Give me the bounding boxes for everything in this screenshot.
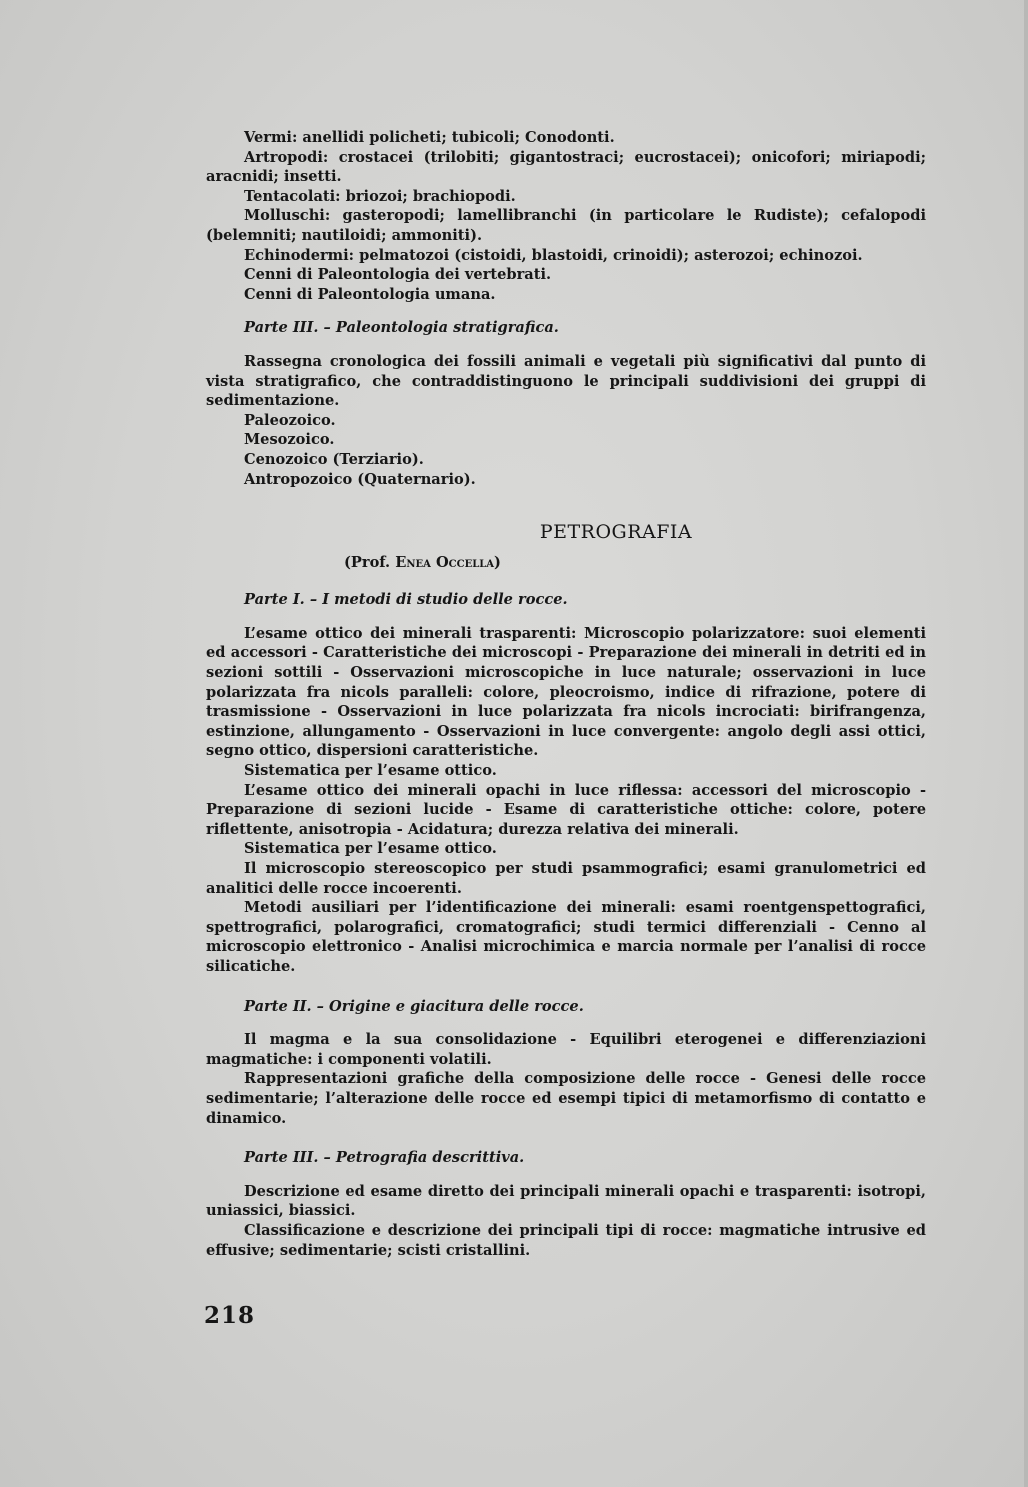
paragraph: Artropodi: crostacei (trilobiti; gigantostraci; eucrostacei); onicofori; miriapodi; aracnidi; insetti. [206,148,926,186]
paragraph: Cenni di Paleontologia dei vertebrati. [244,266,552,284]
paragraph: Paleozoico. [244,411,336,429]
paragraph: Descrizione ed esame diretto dei principali minerali opachi e trasparenti: isotropi, uniassici, biassici. [206,1182,926,1220]
paragraph: Mesozoico. [244,431,335,449]
paragraph: Molluschi: gasteropodi; lamellibranchi (in particolare le Rudiste); cefalopodi (belemniti; nautiloidi; ammoniti). [206,207,926,244]
professor-suffix: ) [494,553,501,571]
page-number: 218 [204,1302,256,1329]
paragraph: Rassegna cronologica dei fossili animali e vegetali più significativi dal punto di vista stratigrafico, che contraddistinguono le principali suddivisioni dei gruppi di sedimentazione. [206,352,926,410]
paragraph: Cenni di Paleontologia umana. [244,285,496,303]
page-body [206,128,926,1260]
paragraph: Il magma e la sua consolidazione - Equilibri eterogenei e differenziazioni magmatiche: i componenti volatili. [206,1031,926,1068]
paragraph: Antropozoico (Quaternario). [244,470,476,488]
part-title: Paleontologia stratigrafica. [335,319,559,337]
paragraph: Vermi: anellidi policheti; tubicoli; Conodonti. [244,129,615,146]
part-title: I metodi di studio delle rocce. [322,591,568,609]
paragraph: Sistematica per l’esame ottico. [244,762,497,780]
section-heading: PETROGRAFIA [539,521,693,544]
part-heading [206,318,926,338]
paragraph: Metodi ausiliari per l’identificazione dei minerali: esami roentgenspettografici, spettrografici, polarografici, cromatografici; studi termici differenziali - Cenno al microscopio elettronico - Analisi microchimica e marcia normale per l’analisi di rocce silicatiche. [206,899,926,975]
part-label: Parte III. – [244,319,336,337]
part-label: Parte III. – [244,1149,336,1167]
paragraph: Sistematica per l’esame ottico. [244,840,497,858]
paragraph: L’esame ottico dei minerali trasparenti: Microscopio polarizzatore: suoi elementi ed accessori - Caratteristiche dei microscopi - Preparazione dei minerali in detriti ed in sezioni sottili - Osservazioni microscopiche in luce naturale; osservazioni in luce polarizzata fra nicols paralleli: colore, pleocroismo, indice di rifrazione, potere di trasmissione - Osservazioni in luce polarizzata fra nicols incrociati: birifrangenza, estinzione, allungamento - Osservazioni in luce convergente: angolo degli assi ottici, segno ottico, dispersioni caratteristiche. [206,624,926,760]
professor-line [206,553,926,573]
professor-prefix: (Prof. [344,553,396,571]
paragraph: Rappresentazioni grafiche della composizione delle rocce - Genesi delle rocce sedimentarie; l’alterazione delle rocce ed esempi tipici di metamorfismo di contatto e dinamico. [206,1070,926,1127]
page-edge-shadow [1024,0,1028,1487]
paragraph: Cenozoico (Terziario). [244,450,424,468]
paragraph: Echinodermi: pelmatozoi (cistoidi, blastoidi, crinoidi); asterozoi; echinozoi. [244,246,863,264]
part-heading [206,590,926,610]
paragraph: Il microscopio stereoscopico per studi psammografici; esami granulometrici ed analitici delle rocce incoerenti. [206,860,926,897]
part-heading [206,1148,926,1168]
part-title: Petrografia descrittiva. [335,1149,525,1167]
part-label: Parte II. – [244,997,330,1015]
part-heading [206,997,926,1017]
paragraph: Classificazione e descrizione dei principali tipi di rocce: magmatiche intrusive ed effusive; sedimentarie; scisti cristallini. [206,1221,926,1259]
part-label: Parte I. – [244,591,323,609]
paragraph: L’esame ottico dei minerali opachi in luce riflessa: accessori del microscopio - Preparazione di sezioni lucide - Esame di caratteristiche ottiche: colore, potere riflettente, anisotropia - Acidatura; durezza relativa dei minerali. [206,781,926,838]
paragraph: Tentacolati: briozoi; brachiopodi. [244,187,516,205]
professor-name: Enea Occella [395,553,495,571]
part-title: Origine e giacitura delle rocce. [329,997,584,1015]
